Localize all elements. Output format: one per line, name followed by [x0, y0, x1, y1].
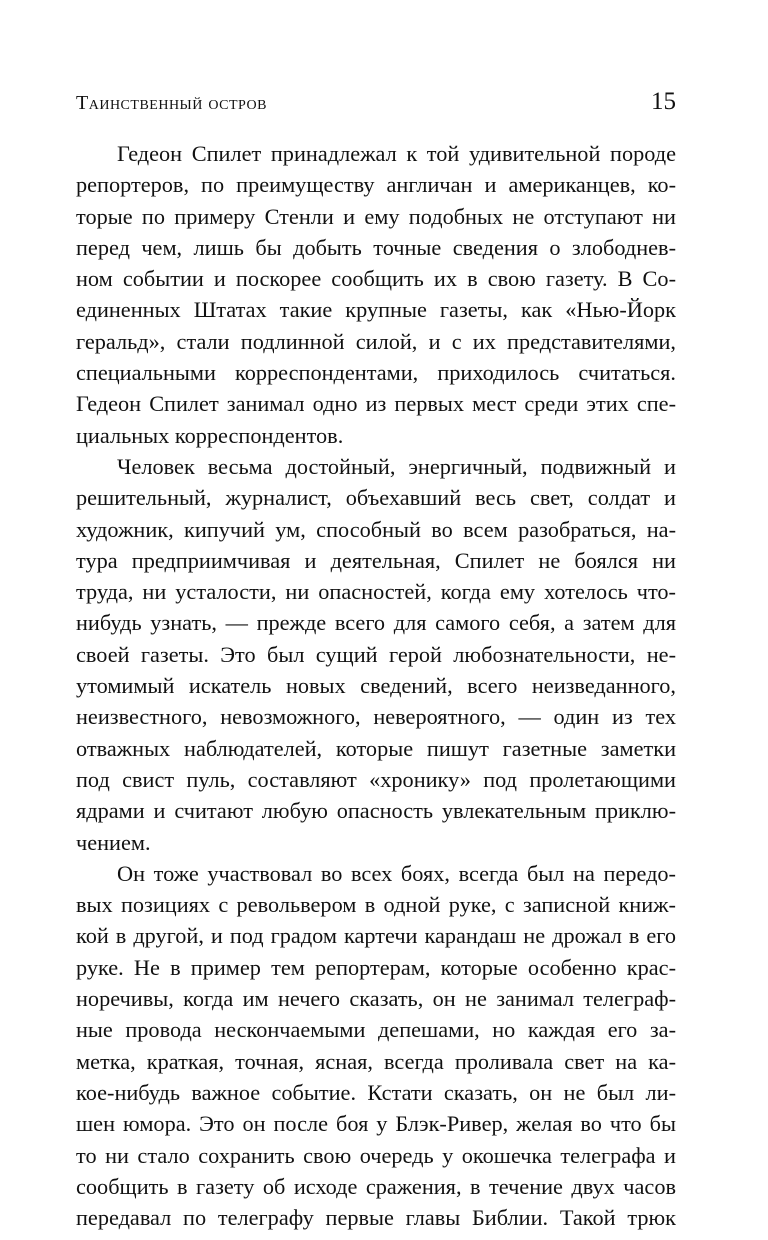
text-line: передавал по телеграфу первые главы Библии. Такой трюк [76, 1205, 676, 1231]
running-title: Таинственный остров [76, 92, 267, 114]
text-line: то ни стало сохранить свою очередь у окошечка телеграфа и [76, 1142, 676, 1168]
text-line: сообщить в газету об исходе сражения, в течение двух часов [76, 1173, 676, 1199]
text-line: геральд», стали подлинной силой, и с их представителями, [76, 328, 676, 354]
text-line: труда, ни усталости, ни опасностей, когда ему хотелось что- [76, 579, 676, 605]
text-line: норечивы, когда им нечего сказать, он не занимал телеграф- [76, 986, 676, 1012]
text-line: шен юмора. Это он после боя у Блэк-Ривер, желая во что бы [76, 1111, 676, 1137]
text-line: неизвестного, невозможного, невероятного, — один из тех [76, 704, 676, 730]
text-line: метка, краткая, точная, ясная, всегда проливала свет на ка- [76, 1048, 676, 1074]
text-line: специальными корреспондентами, приходилось считаться. [76, 360, 676, 386]
text-line: репортеров, по преимуществу англичан и американцев, ко- [76, 172, 676, 198]
text-line: ном событии и поскорее сообщить их в свою газету. В Со- [76, 266, 676, 292]
text-line: ные провода нескончаемыми депешами, но каждая его за- [76, 1017, 676, 1043]
text-line: своей газеты. Это был сущий герой любознательности, не- [76, 641, 676, 667]
text-line: Гедеон Спилет занимал одно из первых мест среди этих спе- [76, 391, 676, 417]
text-line: кое-нибудь важное событие. Кстати сказать, он не был ли- [76, 1079, 676, 1105]
text-line: нибудь узнать, — прежде всего для самого себя, а затем для [76, 610, 676, 636]
text-line: торые по примеру Стенли и ему подобных не отступают ни [76, 203, 676, 229]
text-line: циальных корреспондентов. [76, 422, 344, 448]
text-line: Он тоже участвовал во всех боях, всегда был на передо- [117, 860, 676, 886]
page-header [76, 88, 676, 122]
text-line: тура предприимчивая и деятельная, Спилет не боялся ни [76, 547, 676, 573]
body-text [76, 138, 676, 1233]
text-line: чением. [76, 829, 151, 855]
text-line: Гедеон Спилет принадлежал к той удивительной породе [117, 141, 676, 166]
text-line: утомимый искатель новых сведений, всего неизведанного, [76, 673, 676, 699]
text-line: Человек весьма достойный, энергичный, подвижный и [117, 453, 676, 479]
text-line: художник, кипучий ум, способный во всем разобраться, на- [76, 516, 676, 542]
text-line: решительный, журналист, объехавший весь свет, солдат и [76, 485, 676, 511]
text-line: вых позициях с револьвером в одной руке, с записной книж- [76, 892, 676, 918]
text-line: под свист пуль, составляют «хронику» под пролетающими [76, 766, 676, 792]
text-line: единенных Штатах такие крупные газеты, как «Нью-Йорк [76, 297, 676, 323]
paragraph [76, 858, 676, 1234]
text-line: кой в другой, и под градом картечи карандаш не дрожал в его [76, 923, 676, 949]
text-line: перед чем, лишь бы добыть точные сведения о злободнев- [76, 234, 676, 260]
text-line: отважных наблюдателей, которые пишут газетные заметки [76, 735, 676, 761]
paragraph [76, 451, 676, 858]
page-number: 15 [651, 88, 676, 115]
text-line: руке. Не в пример тем репортерам, которые особенно крас- [76, 954, 676, 980]
text-line: ядрами и считают любую опасность увлекательным приклю- [76, 798, 676, 824]
paragraph [76, 138, 676, 451]
